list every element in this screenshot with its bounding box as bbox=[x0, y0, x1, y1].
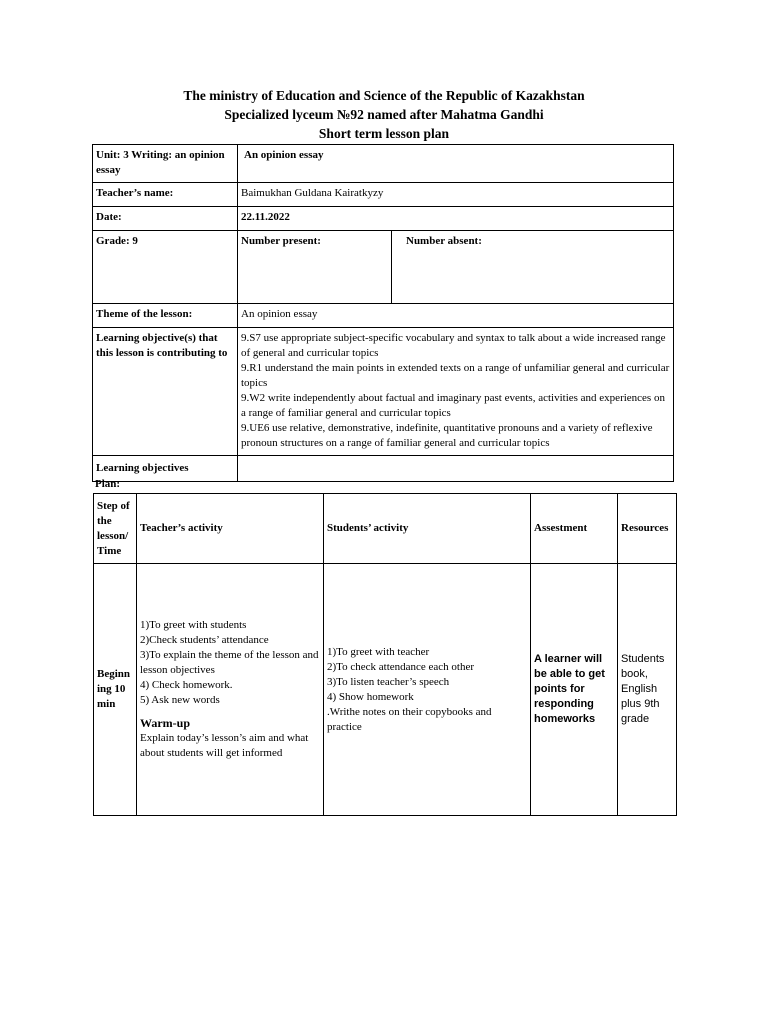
header-ministry: The ministry of Education and Science of the Republic of Kazakhstan bbox=[183, 88, 585, 103]
header-step: Step of the lesson/ Time bbox=[94, 494, 137, 564]
date-value: 22.11.2022 bbox=[238, 207, 674, 231]
teacher-activity-item: 3)To explain the theme of the lesson and lesson objectives bbox=[140, 649, 319, 676]
objective-item: 9.R1 understand the main points in extended texts on a range of unfamiliar general and curricular topics bbox=[241, 362, 670, 389]
students-activity-item: 2)To check attendance each other bbox=[327, 660, 475, 673]
objective-item: 9.W2 write independently about factual and imaginary past events, activities and experiences on a range of familiar general and curricular topics bbox=[241, 392, 665, 419]
theme-value: An opinion essay bbox=[238, 304, 674, 328]
students-activity-item: .Writhe notes on their copybooks and practice bbox=[327, 705, 492, 733]
number-present-label: Number present: bbox=[238, 231, 392, 303]
learning-objectives-contrib-label: Learning objective(s) that this lesson is contributing to bbox=[93, 328, 238, 456]
document-header bbox=[0, 86, 768, 143]
teacher-value: Baimukhan Guldana Kairatkyzy bbox=[238, 183, 674, 207]
teacher-activity-item: 2)Check students’ attendance bbox=[140, 634, 269, 646]
date-label: Date: bbox=[93, 207, 238, 231]
warmup-text: Explain today’s lesson’s aim and what about students will get informed bbox=[140, 732, 309, 759]
unit-value: An opinion essay bbox=[238, 145, 674, 183]
plan-table bbox=[93, 493, 677, 816]
header-resources: Resources bbox=[618, 494, 677, 564]
header-teacher-activity: Teacher’s activity bbox=[137, 494, 324, 564]
learning-objectives-value bbox=[238, 456, 674, 482]
grade-label: Grade: 9 bbox=[93, 231, 238, 304]
students-activity-item: 3)To listen teacher’s speech bbox=[327, 675, 450, 688]
unit-label: Unit: 3 Writing: an opinion essay bbox=[93, 145, 238, 183]
theme-label: Theme of the lesson: bbox=[93, 304, 238, 328]
plan-label: Plan: bbox=[95, 478, 121, 490]
assessment-cell: A learner will be able to get points for responding homeworks bbox=[531, 564, 618, 816]
students-activity-item: 4) Show homework bbox=[327, 690, 414, 703]
students-activity-item: 1)To greet with teacher bbox=[327, 645, 430, 658]
number-absent-label: Number absent: bbox=[406, 235, 482, 247]
objective-item: 9.UE6 use relative, demonstrative, indefinite, quantitative pronouns and a variety of reflexive pronoun structures on a range of familiar general and curricular topics bbox=[241, 422, 653, 449]
teacher-activity-item: 1)To greet with students bbox=[140, 619, 247, 631]
step-beginning: Beginning 10 min bbox=[94, 564, 137, 816]
teacher-label: Teacher’s name: bbox=[93, 183, 238, 207]
attendance-cell bbox=[238, 231, 674, 304]
objective-item: 9.S7 use appropriate subject-specific vocabulary and syntax to talk about a wide increased range of general and curricular topics bbox=[241, 332, 666, 359]
header-assessment: Assestment bbox=[531, 494, 618, 564]
learning-objectives-list bbox=[238, 328, 674, 456]
teacher-activity-cell bbox=[137, 564, 324, 816]
learning-objectives-label: Learning objectives bbox=[93, 456, 238, 482]
warmup-title: Warm-up bbox=[140, 716, 191, 730]
teacher-activity-item: 5) Ask new words bbox=[140, 694, 220, 706]
header-title: Short term lesson plan bbox=[318, 126, 450, 141]
students-activity-cell bbox=[324, 564, 531, 816]
header-students-activity: Students’ activity bbox=[324, 494, 531, 564]
resources-cell: Students book, English plus 9th grade bbox=[618, 564, 677, 816]
header-lyceum: Specialized lyceum №92 named after Mahatma Gandhi bbox=[224, 107, 544, 122]
lesson-info-table bbox=[92, 144, 674, 482]
teacher-activity-item: 4) Check homework. bbox=[140, 679, 233, 691]
